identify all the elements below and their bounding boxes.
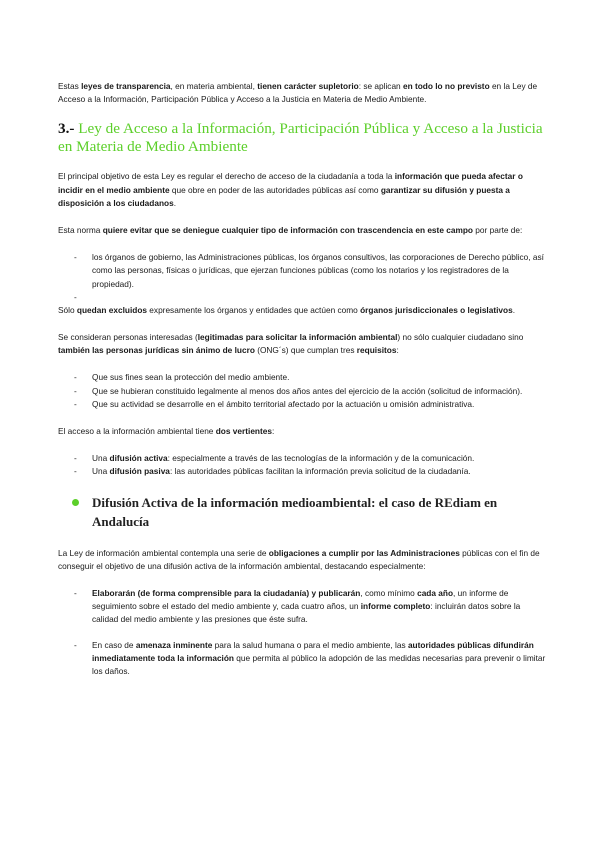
access-paragraph: El acceso a la información ambiental tiene dos vertientes: bbox=[58, 426, 275, 437]
dissemination-list bbox=[58, 452, 546, 478]
list-item: - Que su actividad se desarrolle en el ámbito territorial afectado por la actuación u omisión administrativa. bbox=[58, 398, 546, 411]
list-item: - Una difusión pasiva: las autoridades públicas facilitan la información previa solicitud de la ciudadanía. bbox=[58, 465, 546, 478]
list-item: - En caso de amenaza inminente para la salud humana o para el medio ambiente, las autoridades públicas difundirán inmediatamente toda la información que permita al público la adopción de las medidas necesarias para prevenir o limitar los daños. bbox=[58, 639, 546, 679]
list-item: - Una difusión activa: especialmente a través de las tecnologías de la información y de la comunicación. bbox=[58, 452, 546, 465]
bullet-dot-icon bbox=[72, 499, 79, 506]
list-item: - los órganos de gobierno, las Administraciones públicas, los órganos consultivos, las corporaciones de Derecho público, así como las personas, físicas o jurídicas, que ejerzan funciones públicas (como los notarios y los registradores de la propiedad). bbox=[58, 251, 546, 291]
document-page bbox=[58, 80, 546, 692]
requirements-list bbox=[58, 371, 546, 411]
bullet-heading: Difusión Activa de la información medioambiental: el caso de REdiam en Andalucía bbox=[58, 493, 546, 531]
obligations-list bbox=[58, 587, 546, 678]
obligations-paragraph: La Ley de información ambiental contempla una serie de obligaciones a cumplir por las Administraciones públicas con el fin de conseguir el objetivo de una difusión activa de la información ambiental, destacando especialmente: bbox=[58, 547, 540, 571]
list-item: - Elaborarán (de forma comprensible para la ciudadanía) y publicarán, como mínimo cada año, un informe de seguimiento sobre el estado del medio ambiente y, cada cuatro años, un informe completo: incluirán datos sobre la calidad del medio ambiente y las presiones que éste sufra. bbox=[58, 587, 546, 627]
section-heading-3: 3.- Ley de Acceso a la Información, Participación Pública y Acceso a la Justicia en Materia de Medio Ambiente bbox=[58, 120, 543, 156]
list-item: - Que sus fines sean la protección del medio ambiente. bbox=[58, 371, 546, 384]
objective-paragraph: El principal objetivo de esta Ley es regular el derecho de acceso de la ciudadanía a toda la información que pueda afectar o incidir en el medio ambiente que obre en poder de las autoridades públicas así como garantizar su difusión y puesta a disposición a los ciudadanos. bbox=[58, 171, 523, 208]
scope-paragraph: Esta norma quiere evitar que se deniegue cualquier tipo de información con trascendencia en este campo por parte de: bbox=[58, 225, 523, 236]
list-item: - Que se hubieran constituido legalmente al menos dos años antes del ejercicio de la acción (solicitud de información). bbox=[58, 385, 546, 398]
exclusion-paragraph: Sólo quedan excluidos expresamente los órganos y entidades que actúen como órganos jurisdiccionales o legislativos. bbox=[58, 304, 516, 315]
interested-parties-paragraph: Se consideran personas interesadas (legitimadas para solicitar la información ambiental) no sólo cualquier ciudadano sino también las personas jurídicas sin ánimo de lucro (ONG´s) que cumplan tres requisitos: bbox=[58, 332, 524, 356]
intro-paragraph: Estas leyes de transparencia, en materia ambiental, tienen carácter supletorio: se aplican en todo lo no previsto en la Ley de Acceso a la Información, Participación Pública y Acceso a la Justicia en Materia de Medio Ambiente. bbox=[58, 81, 538, 105]
bodies-list bbox=[58, 251, 546, 304]
list-item-empty bbox=[58, 291, 546, 304]
